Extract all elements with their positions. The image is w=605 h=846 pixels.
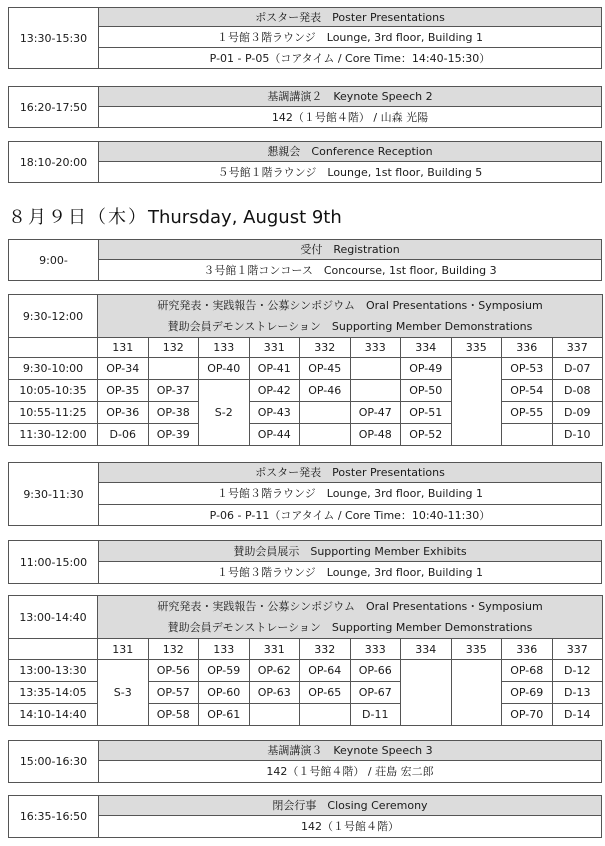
slot-time: 10:05-10:35: [9, 380, 98, 402]
session-cell: OP-62: [249, 660, 300, 682]
session-cell: OP-45: [300, 358, 351, 380]
session-cell: D-08: [552, 380, 603, 402]
session-cell: OP-46: [300, 380, 351, 402]
room-header: 335: [451, 338, 502, 358]
session-cell: [502, 424, 553, 446]
block-title: 賛助会員展示 Supporting Member Exhibits: [99, 541, 602, 562]
block-title: 基調講演２ Keynote Speech 2: [99, 87, 602, 107]
room-header: 335: [451, 639, 502, 660]
time-cell: 18:10-20:00: [9, 142, 99, 183]
time-cell: 16:35-16:50: [9, 796, 99, 838]
session-cell: OP-40: [199, 358, 250, 380]
slot-time: 14:10-14:40: [9, 704, 98, 726]
poster-session-1-block: [8, 7, 602, 69]
room-header-blank: [9, 338, 98, 358]
session-cell: OP-70: [502, 704, 553, 726]
session-cell: OP-51: [401, 402, 452, 424]
location-line: １号館３階ラウンジ Lounge, 3rd floor, Building 1: [99, 483, 602, 505]
session-cell: D-14: [552, 704, 603, 726]
symposium-cell: S-3: [98, 660, 149, 726]
session-cell: OP-48: [350, 424, 401, 446]
session-cell: OP-68: [502, 660, 553, 682]
session-cell: OP-43: [249, 402, 300, 424]
session-cell: OP-39: [148, 424, 199, 446]
location-line: 142（１号館４階） / 山森 光陽: [99, 107, 602, 128]
slot-time: 11:30-12:00: [9, 424, 98, 446]
session-cell: D-07: [552, 358, 603, 380]
block-title: 研究発表・実践報告・公募シンポジウム Oral Presentations・Symposium: [98, 295, 603, 317]
session-cell: [401, 660, 452, 726]
session-cell: OP-57: [148, 682, 199, 704]
exhibit-block: [8, 540, 602, 584]
core-time-line: P-01 - P-05（コアタイム / Core Time：14:40-15:30）: [99, 48, 602, 69]
session-cell: D-13: [552, 682, 603, 704]
session-cell: [249, 704, 300, 726]
block-subtitle: 賛助会員デモンストレーション Supporting Member Demonstrations: [98, 317, 603, 338]
day-heading-en: Thursday, August 9th: [148, 207, 342, 228]
session-cell: OP-36: [98, 402, 149, 424]
session-cell: [148, 358, 199, 380]
session-cell: OP-65: [300, 682, 351, 704]
oral-am-block: [8, 294, 603, 446]
block-title: 閉会行事 Closing Ceremony: [99, 796, 602, 816]
room-header: 336: [502, 639, 553, 660]
time-cell: 11:00-15:00: [9, 541, 99, 584]
session-cell: D-09: [552, 402, 603, 424]
time-cell: 9:30-12:00: [9, 295, 98, 338]
block-title: 研究発表・実践報告・公募シンポジウム Oral Presentations・Symposium: [98, 596, 603, 618]
session-cell: OP-47: [350, 402, 401, 424]
block-title: ポスター発表 Poster Presentations: [99, 8, 602, 27]
session-cell: D-12: [552, 660, 603, 682]
session-cell: OP-63: [249, 682, 300, 704]
session-cell: [300, 704, 351, 726]
session-cell: OP-59: [199, 660, 250, 682]
session-cell: OP-37: [148, 380, 199, 402]
session-cell: OP-42: [249, 380, 300, 402]
time-cell: 13:00-14:40: [9, 596, 98, 639]
session-cell: OP-56: [148, 660, 199, 682]
room-header: 131: [98, 338, 149, 358]
room-header: 336: [502, 338, 553, 358]
oral-pm-block: [8, 595, 603, 726]
session-cell: OP-66: [350, 660, 401, 682]
keynote-2-block: [8, 86, 602, 128]
session-cell: [300, 402, 351, 424]
time-cell: 15:00-16:30: [9, 741, 99, 783]
room-header: 133: [199, 338, 250, 358]
poster-session-2-block: [8, 462, 602, 526]
block-title: 受付 Registration: [99, 240, 602, 260]
session-cell: OP-35: [98, 380, 149, 402]
location-line: 142（１号館４階） / 荘島 宏二郎: [99, 761, 602, 783]
location-line: １号館３階ラウンジ Lounge, 3rd floor, Building 1: [99, 562, 602, 584]
session-cell: [451, 358, 502, 446]
room-header: 331: [249, 338, 300, 358]
room-header: 132: [148, 338, 199, 358]
session-cell: [350, 380, 401, 402]
core-time-line: P-06 - P-11（コアタイム / Core Time：10:40-11:30）: [99, 505, 602, 526]
slot-time: 10:55-11:25: [9, 402, 98, 424]
room-header: 334: [401, 338, 452, 358]
room-header: 333: [350, 639, 401, 660]
session-cell: [451, 660, 502, 726]
room-header: 332: [300, 338, 351, 358]
block-title: 基調講演３ Keynote Speech 3: [99, 741, 602, 761]
symposium-cell: S-2: [199, 380, 250, 446]
time-cell: 13:30-15:30: [9, 8, 99, 69]
room-header: 131: [98, 639, 149, 660]
room-header-blank: [9, 639, 98, 660]
room-header: 331: [249, 639, 300, 660]
session-cell: [300, 424, 351, 446]
session-cell: OP-38: [148, 402, 199, 424]
session-cell: OP-58: [148, 704, 199, 726]
session-cell: OP-67: [350, 682, 401, 704]
day-heading-jp: ８月９日（木）: [8, 207, 148, 228]
room-header: 333: [350, 338, 401, 358]
location-line: ５号館１階ラウンジ Lounge, 1st floor, Building 5: [99, 162, 602, 183]
room-header: 337: [552, 639, 603, 660]
session-cell: D-10: [552, 424, 603, 446]
session-cell: OP-34: [98, 358, 149, 380]
room-header: 132: [148, 639, 199, 660]
session-cell: OP-54: [502, 380, 553, 402]
session-cell: OP-61: [199, 704, 250, 726]
room-header: 332: [300, 639, 351, 660]
session-cell: [350, 358, 401, 380]
session-cell: OP-41: [249, 358, 300, 380]
session-cell: OP-50: [401, 380, 452, 402]
reception-block: [8, 141, 602, 183]
slot-time: 13:35-14:05: [9, 682, 98, 704]
registration-block: [8, 239, 602, 281]
session-cell: OP-44: [249, 424, 300, 446]
slot-time: 9:30-10:00: [9, 358, 98, 380]
room-header: 133: [199, 639, 250, 660]
location-line: 142（１号館４階）: [99, 816, 602, 838]
time-cell: 9:00-: [9, 240, 99, 281]
room-header: 334: [401, 639, 452, 660]
session-cell: OP-60: [199, 682, 250, 704]
block-subtitle: 賛助会員デモンストレーション Supporting Member Demonstrations: [98, 618, 603, 639]
closing-block: [8, 795, 602, 838]
session-cell: D-11: [350, 704, 401, 726]
day-heading: [8, 203, 598, 233]
keynote-3-block: [8, 740, 602, 783]
session-cell: OP-69: [502, 682, 553, 704]
slot-time: 13:00-13:30: [9, 660, 98, 682]
block-title: ポスター発表 Poster Presentations: [99, 463, 602, 483]
session-cell: OP-49: [401, 358, 452, 380]
session-cell: OP-64: [300, 660, 351, 682]
session-cell: OP-52: [401, 424, 452, 446]
time-cell: 9:30-11:30: [9, 463, 99, 526]
session-cell: OP-53: [502, 358, 553, 380]
location-line: １号館３階ラウンジ Lounge, 3rd floor, Building 1: [99, 27, 602, 48]
session-cell: OP-55: [502, 402, 553, 424]
session-cell: D-06: [98, 424, 149, 446]
time-cell: 16:20-17:50: [9, 87, 99, 128]
block-title: 懇親会 Conference Reception: [99, 142, 602, 162]
room-header: 337: [552, 338, 603, 358]
location-line: ３号館１階コンコース Concourse, 1st floor, Building 3: [99, 260, 602, 281]
